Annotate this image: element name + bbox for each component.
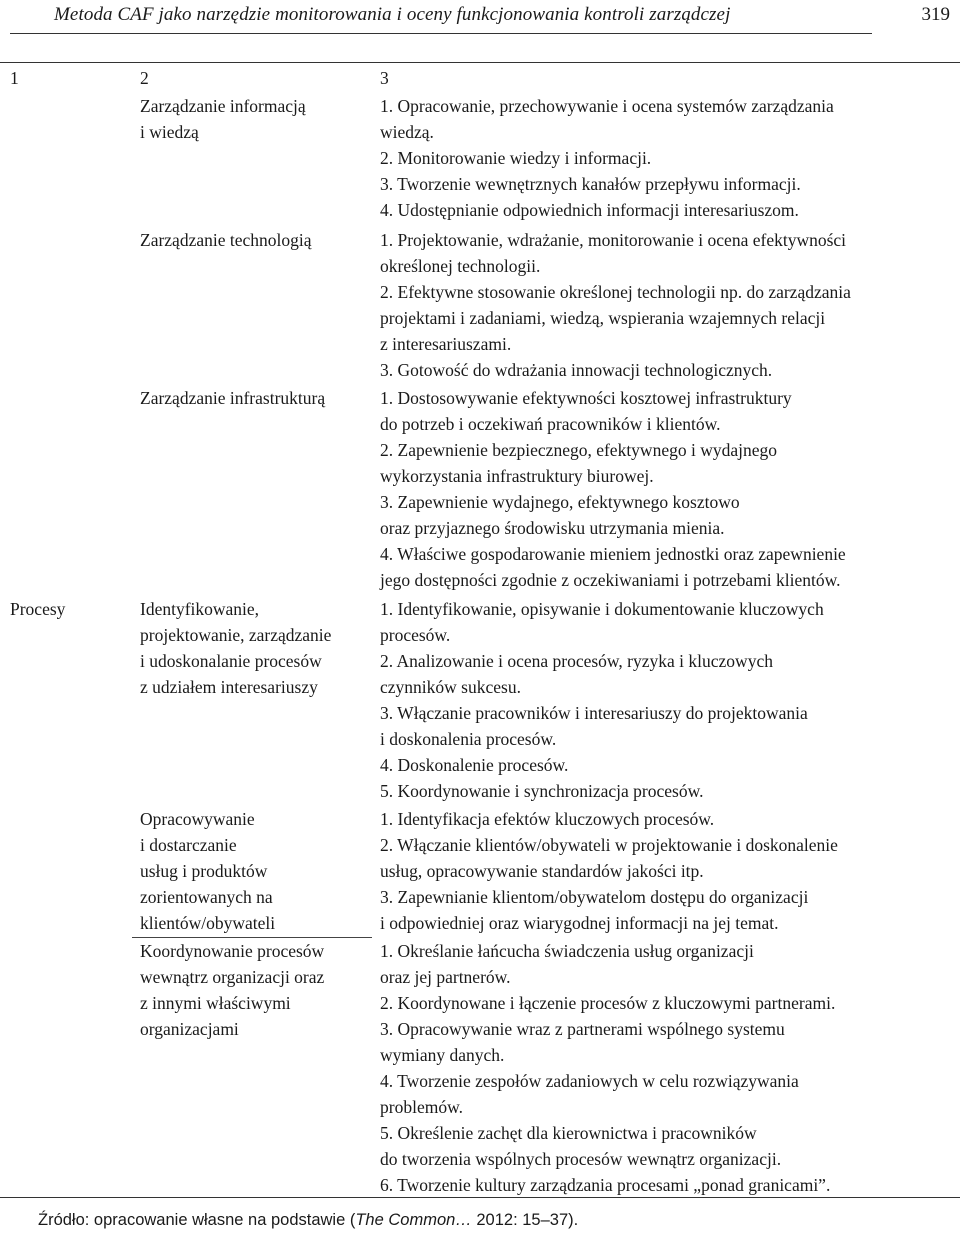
- content-cell: 1. Identyfikacja efektów kluczowych procesów. 2. Włączanie klientów/obywateli w projektowanie i doskonalenie usług, opracowywanie standardów jakości itp. 3. Zapewnianie klientom/obywatelom dostępu do organizacji i odpowiedniej oraz wiarygodnej informacji na jej temat.: [380, 809, 838, 933]
- column-header-2: 2: [140, 68, 149, 88]
- table-top-rule: [0, 62, 960, 63]
- source-suffix: 2012: 15–37).: [471, 1211, 579, 1229]
- source-title: The Common…: [355, 1211, 472, 1229]
- criterion-cell: Koordynowanie procesów wewnątrz organizacji oraz z innymi właściwymi organizacjami: [140, 941, 325, 1039]
- column-header-1: 1: [10, 68, 19, 88]
- running-header: [0, 0, 960, 36]
- content-cell: 1. Określanie łańcucha świadczenia usług organizacji oraz jej partnerów. 2. Koordynowane i łączenie procesów z kluczowymi partnerami. 3. Opracowywanie wraz z partnerami wspólnego systemu wymiany danych. 4. Tworzenie zespołów zadaniowych w celu rozwiązywania problemów. 5. Określenie zachęt dla kierownictwa i pracowników do tworzenia wspólnych procesów wewnątrz organizacji. 6. Tworzenie kultury zarządzania procesami „ponad granicami”.: [380, 941, 836, 1195]
- criterion-cell: Zarządzanie technologią: [140, 230, 312, 250]
- column-header-3: 3: [380, 68, 389, 88]
- content-cell: 1. Projektowanie, wdrażanie, monitorowanie i ocena efektywności określonej technologii. 2. Efektywne stosowanie określonej technologii np. do zarządzania projektami i zadaniami, wiedzą, wspierania wzajemnych relacji z interesariuszami. 3. Gotowość do wdrażania innowacji technologicznych.: [380, 230, 851, 380]
- source-note: [38, 1207, 578, 1233]
- running-title: Metoda CAF jako narzędzie monitorowania i oceny funkcjonowania kontroli zarządczej: [54, 4, 731, 25]
- criterion-cell: Zarządzanie informacją i wiedzą: [140, 96, 306, 142]
- content-cell: 1. Dostosowywanie efektywności kosztowej infrastruktury do potrzeb i oczekiwań pracowników i klientów. 2. Zapewnienie bezpiecznego, efektywnego i wydajnego wykorzystania infrastruktury biurowej. 3. Zapewnienie wydajnego, efektywnego kosztowo oraz przyjaznego środowisku utrzymania mienia. 4. Właściwe gospodarowanie mieniem jednostki oraz zapewnienie jego dostępności zgodnie z oczekiwaniami i potrzebami klientów.: [380, 388, 846, 590]
- content-cell: 1. Opracowanie, przechowywanie i ocena systemów zarządzania wiedzą. 2. Monitorowanie wiedzy i informacji. 3. Tworzenie wewnętrznych kanałów przepływu informacji. 4. Udostępnianie odpowiednich informacji interesariuszom.: [380, 96, 834, 220]
- area-cell-procesy: Procesy: [10, 599, 66, 619]
- criterion-cell: Identyfikowanie, projektowanie, zarządzanie i udoskonalanie procesów z udziałem interesariuszy: [140, 599, 332, 697]
- page-number: 319: [921, 4, 950, 25]
- content-cell: 1. Identyfikowanie, opisywanie i dokumentowanie kluczowych procesów. 2. Analizowanie i ocena procesów, ryzyka i kluczowych czynników sukcesu. 3. Włączanie pracowników i interesariuszy do projektowania i doskonalenia procesów. 4. Doskonalenie procesów. 5. Koordynowanie i synchronizacja procesów.: [380, 599, 824, 801]
- criterion-cell: Zarządzanie infrastrukturą: [140, 388, 326, 408]
- source-prefix: Źródło: opracowanie własne na podstawie (: [38, 1211, 356, 1229]
- header-rule: [10, 33, 872, 34]
- criterion-cell: Opracowywanie i dostarczanie usług i produktów zorientowanych na klientów/obywateli: [140, 809, 276, 933]
- table-bottom-rule: [0, 1197, 960, 1198]
